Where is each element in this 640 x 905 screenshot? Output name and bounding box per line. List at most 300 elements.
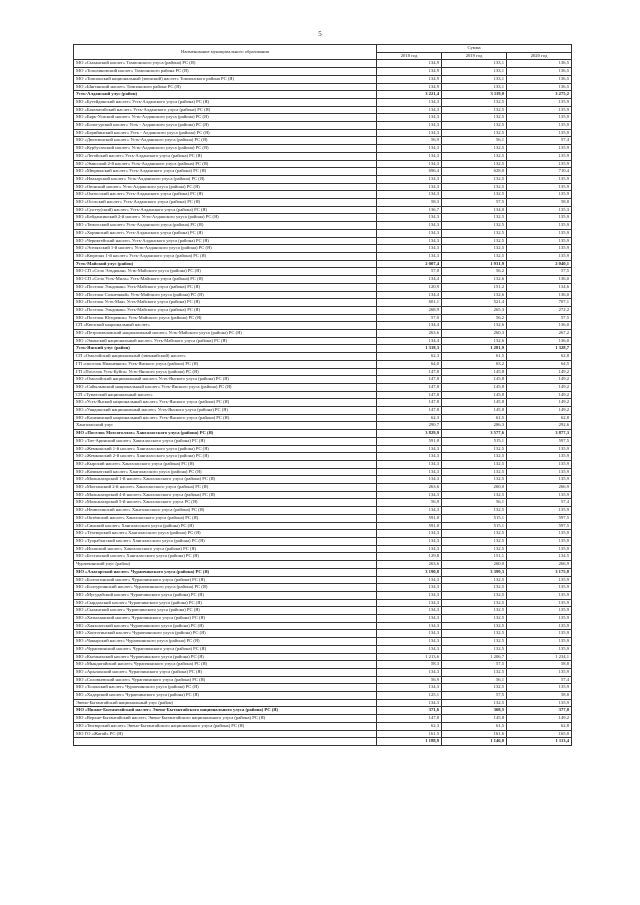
row-name-cell: МО «Мальжагарский 1-й наслег» Хангаласского улуса (района) РС (Я) [74,476,377,484]
value-cell-2019: 133,1 [442,60,507,68]
table-row [74,260,572,268]
row-name-cell: СП «Туматский национальный наслег» [74,391,377,399]
value-cell-2020: 3 877,3 [507,430,572,438]
value-cell-2018: 696,4 [377,168,442,176]
value-cell-2020: 136,5 [507,75,572,83]
table-row [74,530,572,538]
row-name-cell: МО «Верхне-Бытантайский наслег» Эвено-Бытантайского национального улуса (района) РС (Я) [74,715,377,723]
table-row [74,299,572,307]
value-cell-2019: 132,6 [442,322,507,330]
value-cell-2020: 135,9 [507,245,572,253]
row-name-cell: МО «Чакырский наслег» Чурапчинского улуса (района) РС (Я) [74,638,377,646]
row-name-cell: МО «Бейдангинский 2-й наслег» Усть-Алданского улуса (района) РС (Я) [74,214,377,222]
value-cell-2018: 371,6 [377,707,442,715]
value-cell-2019: 57,5 [442,692,507,700]
table-row [74,314,572,322]
table-row [74,129,572,137]
table-row [74,98,572,106]
table-row [74,730,572,738]
value-cell-2019: 1 206,7 [442,653,507,661]
value-cell-2018: 134,3 [377,175,442,183]
value-cell-2020: 1 328,7 [507,345,572,353]
row-name-cell: МО «Чериктейский наслег» Усть-Алданского улуса (района) РС (Я) [74,237,377,245]
value-cell-2020: 136,5 [507,68,572,76]
value-cell-2020: 135,9 [507,545,572,553]
value-cell-2019: 132,5 [442,445,507,453]
value-cell-2018: 56,9 [377,676,442,684]
value-cell-2020: 64,5 [507,360,572,368]
table-row [74,615,572,623]
value-cell-2018: 147,8 [377,391,442,399]
table-row [74,553,572,561]
row-name-cell: МО «Нижне-Бытантайский наслег» Эвено-Бытантайского национального улуса (района) РС (Я) [74,707,377,715]
value-cell-2020: 149,2 [507,399,572,407]
value-cell-2019: 132,5 [442,468,507,476]
row-name-cell: СП «Омолойский национальный (эвенкийский) наслег» [74,353,377,361]
value-cell-2020: 136,5 [507,83,572,91]
table-row [74,114,572,122]
table-row [74,391,572,399]
value-cell-2019: 57,5 [442,661,507,669]
value-cell-2019: 265,3 [442,306,507,314]
row-name-cell: МО «Бологурский наслег» Усть - Алданского улуса (района) РС (Я) [74,122,377,130]
value-cell-2019: 133,1 [442,75,507,83]
row-name-cell: МО «Сыланский наслег» Томпонского улуса (района) РС (Я) [74,60,377,68]
value-cell-2018: 290,7 [377,422,442,430]
table-row [74,283,572,291]
value-cell-2019: 1 281,9 [442,345,507,353]
row-name-cell: МО «Усть-Янский национальный наслег» Усть-Янского улуса (района) РС (Я) [74,399,377,407]
row-name-cell: МО «Поселок Эльдикан» Усть-Майского улуса (района) РС (Я) [74,283,377,291]
header-sum-cell: Сумма [377,45,572,53]
value-cell-2018: 134,3 [377,160,442,168]
value-cell-2020: 135,9 [507,453,572,461]
value-cell-2018: 134,3 [377,191,442,199]
value-cell-2020: 135,9 [507,129,572,137]
value-cell-2018: 134,3 [377,645,442,653]
value-cell-2019: 132,5 [442,622,507,630]
table-row [74,414,572,422]
value-cell-2020: 136,5 [507,60,572,68]
value-cell-2019: 132,5 [442,460,507,468]
table-header [74,45,572,60]
table-row [74,60,572,68]
row-name-cell: МО «Суотту(ский) наслег» Усть-Алданского улуса (района) РС (Я) [74,206,377,214]
row-name-cell: МО «Осохский наслег» Усть-Алданского улуса (района) РС (Я) [74,199,377,207]
table-row [74,507,572,515]
table-row [74,214,572,222]
row-name-cell: МО «Эселяхский 1-й наслег» Усть-Алданского улуса (района) РС (Я) [74,245,377,253]
row-name-cell: МО «Тополиновский наслег» Томпонского района РС (Я) [74,68,377,76]
row-name-cell: МО «Эмисский 2-й наслег» Усть-Алданского улуса (района) РС (Я) [74,160,377,168]
row-name-cell: МО «Тёхтюрский наслег» Хангаласского улуса (района) РС (Я) [74,530,377,538]
value-cell-2019: 132,5 [442,222,507,230]
row-name-cell: МО «Арылахский наслег» Чурапчинского улуса (района) РС (Я) [74,668,377,676]
table-row [74,353,572,361]
row-name-cell: МО «Бестяхский наслег» Хангаласского улуса (района) РС (Я) [74,553,377,561]
row-name-cell: МО «Хаяхсытский наслег» Чурапчинского улуса (района) РС (Я) [74,622,377,630]
value-cell-2018: 120,9 [377,283,442,291]
row-name-cell: МО «Хадарский наслег» Чурапчинского улуса (района) РС (Я) [74,692,377,700]
value-cell-2018: 62,3 [377,722,442,730]
value-cell-2018: 57,0 [377,268,442,276]
value-cell-2020: 135,9 [507,175,572,183]
table-row [74,306,572,314]
value-cell-2020: 149,2 [507,383,572,391]
value-cell-2020: 135,9 [507,468,572,476]
row-name-cell: МО «Уяндинский национальный наслег» Усть-Янского улуса (района) РС (Я) [74,407,377,415]
value-cell-2020: 597,5 [507,514,572,522]
row-name-cell: МО «Октёмский наслег» Хангаласского улуса (района) РС (Я) [74,514,377,522]
header-year-2018: 2018 год [377,52,442,60]
value-cell-2018: 134,3 [377,545,442,553]
value-cell-2019: 61,5 [442,722,507,730]
value-cell-2019: 145,8 [442,391,507,399]
table-row [74,522,572,530]
value-cell-2018: 3 829,9 [377,430,442,438]
value-cell-2019: 132,5 [442,507,507,515]
value-cell-2018: 134,3 [377,530,442,538]
value-cell-2018: 134,3 [377,684,442,692]
value-cell-2018: 134,3 [377,245,442,253]
table-row [74,476,572,484]
value-cell-2019: 260,3 [442,330,507,338]
table-row [74,692,572,700]
row-name-cell: МО «Мальжагарский 5-й наслег» Хангаласского улуса РС (Я) [74,499,377,507]
value-cell-2019: 61,5 [442,353,507,361]
value-cell-2018: 134,3 [377,615,442,623]
header-year-2019: 2019 год [442,52,507,60]
value-cell-2018: 62,3 [377,353,442,361]
value-cell-2020: 135,9 [507,538,572,546]
value-cell-2018: 134,3 [377,468,442,476]
table-row [74,453,572,461]
row-name-cell: МО «Петропавловский национальный наслег» Усть-Майского улуса (района) РС (Я) [74,330,377,338]
table-row [74,676,572,684]
value-cell-2020: 292,6 [507,422,572,430]
row-name-cell: МО ГО «Жатай» РС (Я) [74,730,377,738]
row-name-cell: МО «Мюрюнский наслег» Усть-Алданского улуса (района) РС (Я) [74,168,377,176]
row-name-cell: МО «Жемконский 1-й наслег» Хангаласского улуса (района) РС (Я) [74,445,377,453]
value-cell-2018: 129,8 [377,553,442,561]
value-cell-2018: 57,0 [377,314,442,322]
value-cell-2020: 266,9 [507,484,572,492]
value-cell-2018: 134,3 [377,445,442,453]
row-name-cell: МО «Курбусахский наслег» Усть-Алданского улуса (района) РС (Я) [74,145,377,153]
row-name-cell: МО «Сырдахский наслег» Чурапчинского улуса (района) РС (Я) [74,599,377,607]
value-cell-2020: 135,9 [507,599,572,607]
value-cell-2018: 58,3 [377,199,442,207]
value-cell-2020: 3 275,2 [507,91,572,99]
row-name-cell: МО «Качикатский наслег» Хангаласского улуса (района) РС (Я) [74,468,377,476]
value-cell-2020: 597,5 [507,437,572,445]
value-cell-2019: 161,6 [442,730,507,738]
row-name-cell: МО «Поселок Солнечный» Усть-Майского улуса (района) РС (Я) [74,291,377,299]
table-row [74,645,572,653]
value-cell-2019: 521,4 [442,299,507,307]
value-cell-2018: 134,3 [377,453,442,461]
table-row [74,538,572,546]
value-cell-2018: 147,8 [377,376,442,384]
value-cell-2018: 134,3 [377,145,442,153]
value-cell-2019: 515,1 [442,437,507,445]
value-cell-2018: 134,3 [377,460,442,468]
value-cell-2019: 132,5 [442,106,507,114]
value-cell-2020: 135,9 [507,445,572,453]
value-cell-2018: 134,4 [377,322,442,330]
value-cell-2018: 147,8 [377,715,442,723]
value-cell-2020: 135,9 [507,229,572,237]
value-cell-2019: 57,5 [442,199,507,207]
value-cell-2020: 58,8 [507,692,572,700]
table-row [74,206,572,214]
row-name-cell: МО «Поселок Югоренок» Усть-Майского улуса (района) РС (Я) [74,314,377,322]
value-cell-2019: 3 577,6 [442,430,507,438]
row-name-cell: МО «Ынгинский наслег» Томпонского района РС (Я) [74,83,377,91]
table-row [74,222,572,230]
document-sheet [73,44,572,746]
row-name-cell: МО «Поселок Мохсоголлох» Хангаласского улуса (района) РС (Я) [74,430,377,438]
row-name-cell: МО «Омтосский наслег» Усть-Алданского улуса (района) РС (Я) [74,191,377,199]
value-cell-2020: 57,4 [507,676,572,684]
table-row [74,268,572,276]
value-cell-2018: 134,3 [377,214,442,222]
table-row [74,715,572,723]
value-cell-2018: 134,3 [377,538,442,546]
value-cell-2018: 134,3 [377,152,442,160]
value-cell-2019: 260,0 [442,484,507,492]
value-cell-2019: 145,8 [442,399,507,407]
value-cell-2018: 601,1 [377,299,442,307]
value-cell-2019: 56,2 [442,314,507,322]
value-cell-2020: 136,0 [507,337,572,345]
value-cell-2018: 1 318,3 [377,345,442,353]
table-row [74,445,572,453]
value-cell-2020: 135,9 [507,591,572,599]
table-row [74,399,572,407]
table-row [74,75,572,83]
table-row [74,229,572,237]
value-cell-2019: 133,1 [442,68,507,76]
value-cell-2019: 61,5 [442,414,507,422]
table-row [74,276,572,284]
value-cell-2019: 132,5 [442,545,507,553]
value-cell-2019: 132,5 [442,129,507,137]
row-name-cell [74,738,377,746]
value-cell-2019: 132,5 [442,145,507,153]
row-name-cell: МО «Бутейдинский наслег» Усть-Алданского улуса (района) РС (Я) [74,98,377,106]
value-cell-2020: 135,9 [507,645,572,653]
value-cell-2020: 2 040,1 [507,260,572,268]
value-cell-2018: 134,3 [377,252,442,260]
table-row [74,168,572,176]
table-row [74,199,572,207]
value-cell-2019: 132,5 [442,607,507,615]
value-cell-2019: 132,5 [442,591,507,599]
table-row [74,591,572,599]
value-cell-2020: 267,2 [507,330,572,338]
value-cell-2020: 149,2 [507,391,572,399]
value-cell-2020: 135,9 [507,152,572,160]
value-cell-2020: 135,9 [507,145,572,153]
table-body [74,60,572,746]
value-cell-2019: 132,5 [442,152,507,160]
value-cell-2018: 147,8 [377,399,442,407]
row-name-cell: МО «Болтургинский наслег» Чурапчинского улуса (района) РС (Я) [74,584,377,592]
value-cell-2020: 62,8 [507,722,572,730]
value-cell-2019: 515,1 [442,514,507,522]
value-cell-2019: 132,5 [442,476,507,484]
table-row [74,68,572,76]
value-cell-2019: 132,5 [442,599,507,607]
value-cell-2020: 135,9 [507,530,572,538]
table-row [74,630,572,638]
value-cell-2020: 1 113,4 [507,738,572,746]
value-cell-2020: 57,5 [507,314,572,322]
value-cell-2020: 134,5 [507,553,572,561]
value-cell-2019: 132,5 [442,645,507,653]
value-cell-2018: 134,3 [377,222,442,230]
value-cell-2018: 125,1 [377,692,442,700]
row-name-cell: МО «Оюнский наслег» Усть-Алданского улуса (района) РС (Я) [74,183,377,191]
row-name-cell: МО «Берийинский наслег» Усть - Алданского улуса (района) РС (Я) [74,129,377,137]
value-cell-2020: 135,9 [507,638,572,646]
row-name-cell: МО «Наахарский наслег» Усть-Алданского улуса (района) РС (Я) [74,175,377,183]
table-row [74,360,572,368]
row-name-cell: МО «Жемконский 2-й наслег» Хангаласского улуса (района) РС (Я) [74,453,377,461]
value-cell-2019: 134,0 [442,206,507,214]
row-name-cell: МО «Хоптогинский наслег» Чурапчинского улуса (района) РС (Я) [74,630,377,638]
value-cell-2019: 132,5 [442,684,507,692]
row-name-cell: МО «Хоринский наслег» Усть-Алданского улуса (района) РС (Я) [74,229,377,237]
table-row [74,568,572,576]
value-cell-2020: 272,2 [507,306,572,314]
value-cell-2020: 57,4 [507,137,572,145]
value-cell-2019: 145,8 [442,407,507,415]
value-cell-2018: 134,3 [377,630,442,638]
value-cell-2020: 136,0 [507,276,572,284]
value-cell-2019: 132,5 [442,252,507,260]
row-name-cell: МО «Казачинский национальный наслег» Усть-Янского улуса (района) РС (Я) [74,414,377,422]
value-cell-2018: 134,3 [377,183,442,191]
value-cell-2020: 3 175,8 [507,568,572,576]
value-cell-2020: 165,0 [507,730,572,738]
table-row [74,91,572,99]
table-row [74,83,572,91]
table-row [74,576,572,584]
value-cell-2019: 132,5 [442,191,507,199]
row-name-cell: МО «Синский наслег» Хангаласского улуса (района) РС (Я) [74,522,377,530]
table-row [74,607,572,615]
table-row [74,337,572,345]
value-cell-2019: 132,5 [442,98,507,106]
value-cell-2020: 135,9 [507,252,572,260]
row-name-cell: МО «Сайылыкский национальный наслег» Усть-Янского улуса (района) РС (Я) [74,383,377,391]
value-cell-2020: 135,9 [507,668,572,676]
value-cell-2018: 134,3 [377,638,442,646]
row-name-cell: МО «Немюгинский наслег» Хангаласского улуса (района) РС (Я) [74,507,377,515]
table-row [74,422,572,430]
value-cell-2018: 134,3 [377,699,442,707]
table-row [74,722,572,730]
table-row [74,622,572,630]
row-name-cell: МО «Омолойский национальный наслег» Усть-Янского улуса (района) РС (Я) [74,376,377,384]
table-row [74,437,572,445]
value-cell-2019: 628,0 [442,168,507,176]
value-cell-2019: 132,5 [442,584,507,592]
value-cell-2018: 263,6 [377,484,442,492]
row-name-cell: МО «Хатылынский наслег» Чурапчинского улуса (района) РС (Я) [74,615,377,623]
value-cell-2020: 135,9 [507,114,572,122]
table-row [74,499,572,507]
value-cell-2018: 263,6 [377,330,442,338]
value-cell-2020: 135,9 [507,183,572,191]
value-cell-2018: 147,8 [377,383,442,391]
value-cell-2018: 134,3 [377,476,442,484]
row-name-cell: МО «Исипский наслег» Хангаласского улуса (района) РС (Я) [74,545,377,553]
row-name-cell: ГП «Поселок Усть-Куйга» Усть-Янского улуса (района) РС (Я) [74,368,377,376]
value-cell-2018: 64,0 [377,360,442,368]
value-cell-2019: 260,0 [442,561,507,569]
table-row [74,322,572,330]
value-cell-2019: 132,5 [442,530,507,538]
value-cell-2020: 58,8 [507,199,572,207]
value-cell-2019: 145,8 [442,715,507,723]
table-row [74,561,572,569]
value-cell-2018: 134,4 [377,291,442,299]
value-cell-2019: 132,5 [442,245,507,253]
value-cell-2018: 1 213,6 [377,653,442,661]
value-cell-2019: 132,5 [442,160,507,168]
page-number: 5 [318,30,322,38]
row-name-cell: МО «Дюпсюнский наслег» Усть-Алданского улуса (района) РС (Я) [74,137,377,145]
table-row [74,468,572,476]
table-row [74,376,572,384]
table-row [74,152,572,160]
table-row [74,653,572,661]
row-name-cell: Усть-Янский улус (район) [74,345,377,353]
value-cell-2019: 132,5 [442,538,507,546]
table-row [74,160,572,168]
value-cell-2020: 707,1 [507,299,572,307]
value-cell-2020: 135,9 [507,222,572,230]
table-row [74,407,572,415]
value-cell-2020: 135,9 [507,607,572,615]
value-cell-2020: 135,9 [507,507,572,515]
value-cell-2018: 591,0 [377,437,442,445]
value-cell-2020: 135,9 [507,576,572,584]
value-cell-2020: 149,2 [507,407,572,415]
table-row [74,668,572,676]
row-name-cell: МО «Туорабытский наслег» Хангаласского улуса (района) РС (Я) [74,538,377,546]
table-row [74,545,572,553]
value-cell-2019: 132,5 [442,175,507,183]
row-name-cell: МО «Легойский наслег» Усть-Алданского улуса (района) РС (Я) [74,152,377,160]
value-cell-2020: 135,9 [507,615,572,623]
value-cell-2019: 132,5 [442,214,507,222]
header-name-cell: Наименование муниципального образования [74,45,377,60]
value-cell-2019: 151,1 [442,553,507,561]
budget-table [73,44,572,746]
value-cell-2018: 134,3 [377,237,442,245]
table-row [74,245,572,253]
row-name-cell: МО «Мугудайский наслег» Чурапчинского улуса (района) РС (Я) [74,591,377,599]
row-name-cell: МО «Эжанский национальный наслег» Усть-Майского улуса (района) РС (Я) [74,337,377,345]
value-cell-2020: 57,5 [507,268,572,276]
value-cell-2019: 1 931,9 [442,260,507,268]
value-cell-2019: 515,1 [442,522,507,530]
table-row [74,191,572,199]
